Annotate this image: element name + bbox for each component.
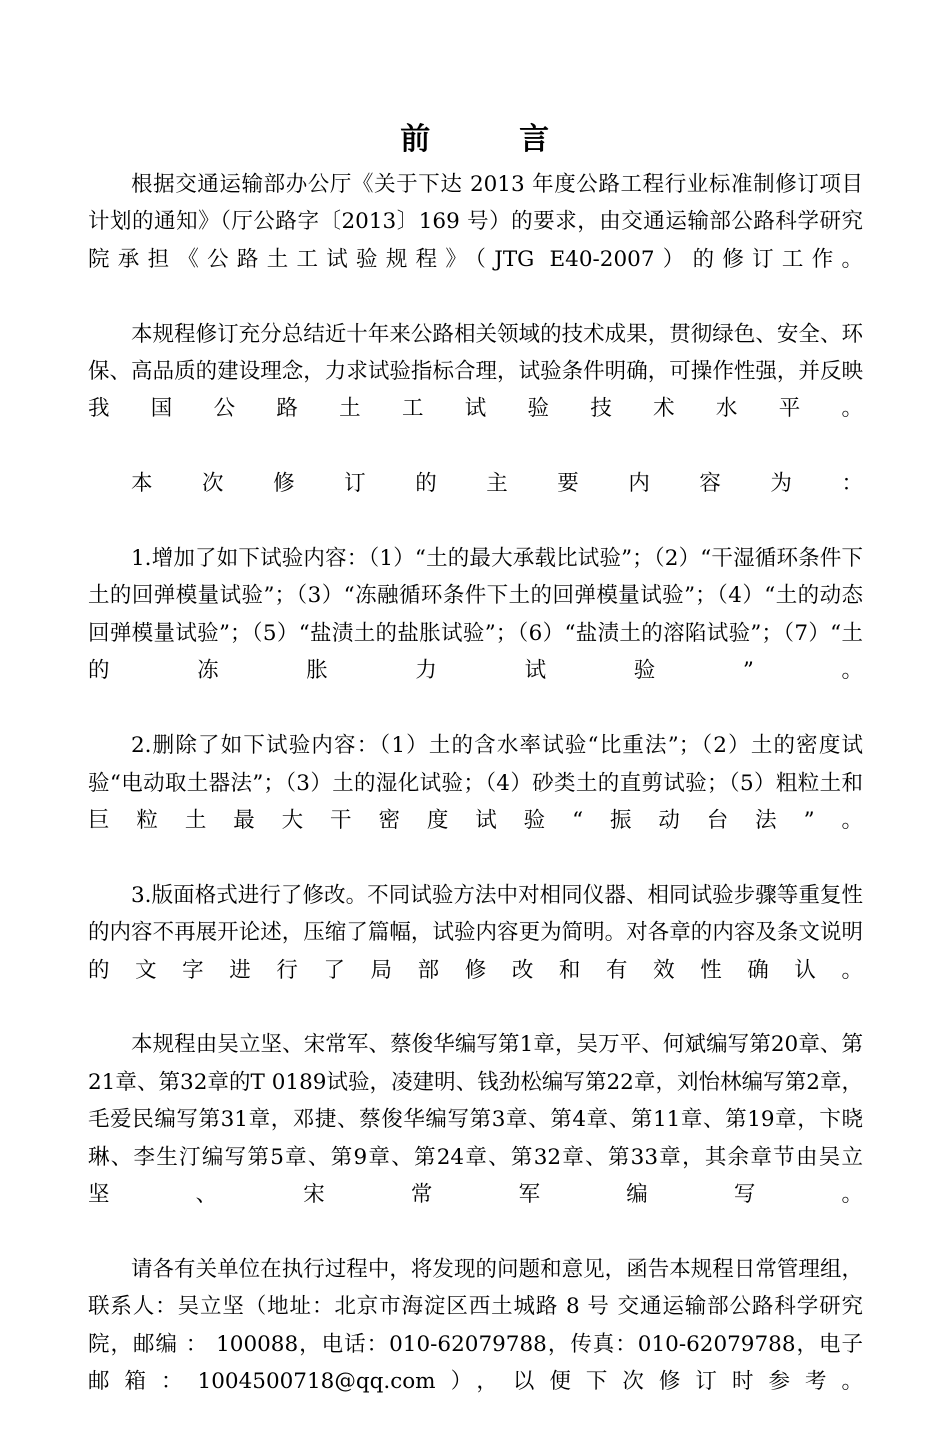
- paragraph-contact: 请各有关单位在执行过程中，将发现的问题和意见，函告本规程日常管理组，联系人：吴立坚（地址：北京市海淀区西土城路 8 号 交通运输部公路科学研究院，邮编 ： 100088，电话：010-62079788，传真：010-62079788，电子邮箱：1004500718@qq.com），以便下次修订时参考。: [88, 1256, 863, 1394]
- paragraph-added-tests: 1.增加了如下试验内容：（1）“土的最大承载比试验”；（2）“干湿循环条件下土的回弹模量试验”；（3）“冻融循环条件下土的回弹模量试验”；（4）“土的动态回弹模量试验”；（5）“盐渍土的盐胀试验”；（6）“盐渍土的溶陷试验”；（7）“土的冻胀力试验”。: [88, 546, 863, 684]
- paragraph-revision-principles: 本规程修订充分总结近十年来公路相关领域的技术成果，贯彻绿色、安全、环保、高品质的建设理念，力求试验指标合理，试验条件明确，可操作性强，并反映我国公路土工试验技术水平。: [88, 321, 863, 422]
- paragraph-format-changes: 3.版面格式进行了修改。不同试验方法中对相同仪器、相同试验步骤等重复性的内容不再展开论述，压缩了篇幅，试验内容更为简明。对各章的内容及条文说明的文字进行了局部修改和有效性确认。: [88, 882, 863, 983]
- paragraph-authors: 本规程由吴立坚、宋常军、蔡俊华编写第1章，吴万平、何斌编写第20章、第21章、第32章的T 0189试验，凌建明、钱劲松编写第22章，刘怡林编写第2章，毛爱民编写第31章，邓捷、蔡俊华编写第3章、第4章、第11章、第19章，卞晓琳、李生汀编写第5章、第9章、第24章、第32章、第33章，其余章节由吴立坚、宋常军编写。: [88, 1032, 863, 1207]
- page-title: 前 言: [400, 122, 550, 158]
- document-body: [88, 166, 863, 1438]
- paragraph-main-contents-lead: 本次修订的主要内容为：: [131, 471, 863, 497]
- paragraph-deleted-tests: 2.删除了如下试验内容：（1）土的含水率试验“比重法”；（2）土的密度试验“电动取土器法”；（3）土的湿化试验；（4）砂类土的直剪试验；（5）粗粒土和巨粒土最大干密度试验“振动台法”。: [88, 733, 863, 833]
- paragraph-basis-of-revision: 根据交通运输部办公厅《关于下达 2013 年度公路工程行业标准制修订项目计划的通知》（厅公路字〔2013〕169 号）的要求，由交通运输部公路科学研究院承担《公路土工试验规程》（JTG E40-2007）的修订工作。: [88, 172, 863, 272]
